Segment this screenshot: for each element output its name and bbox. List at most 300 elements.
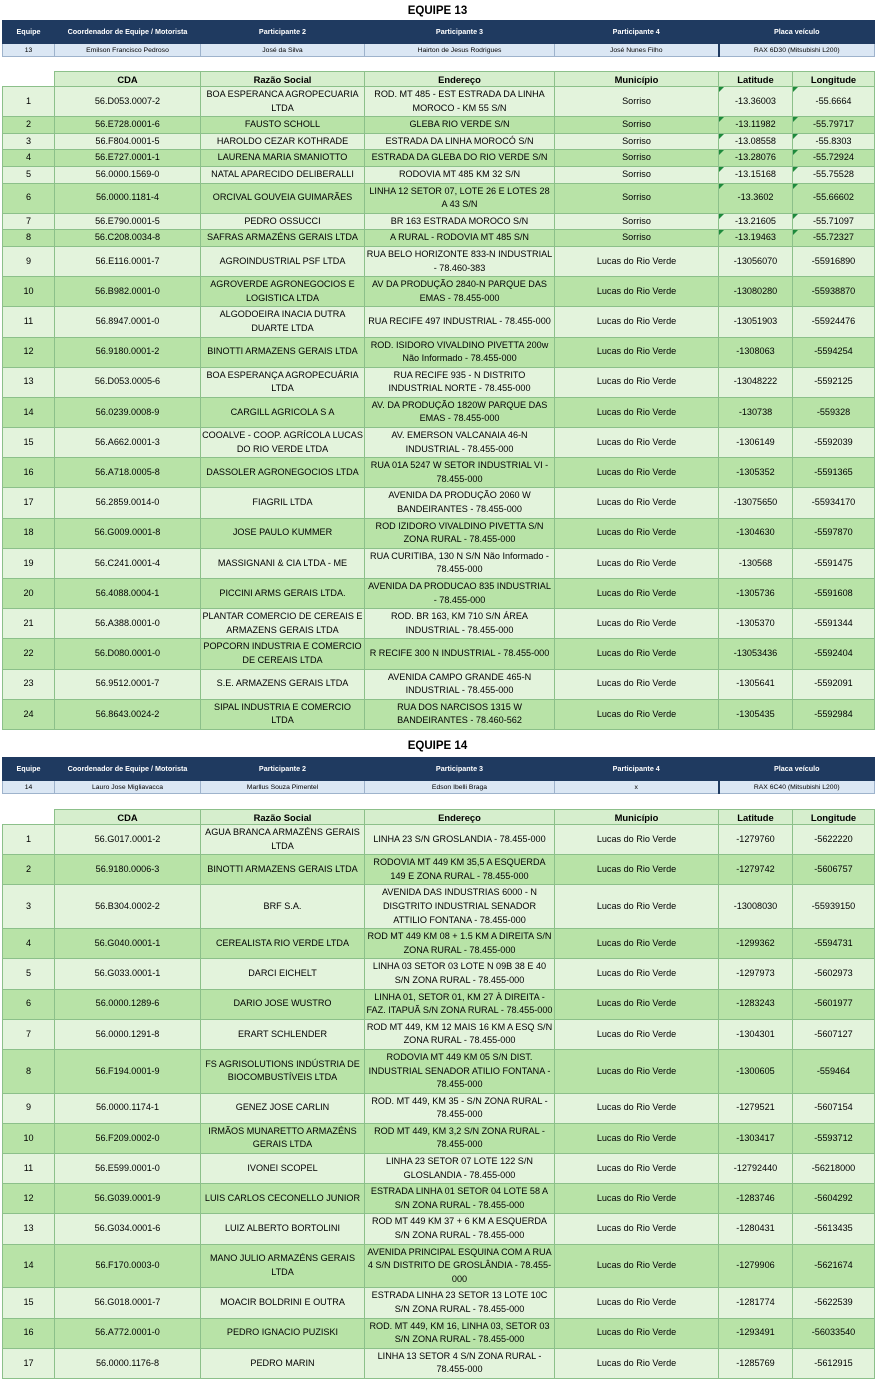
razao-social-cell: SIPAL INDUSTRIA E COMERCIO LTDA bbox=[201, 699, 365, 729]
latitude-cell: -1293491 bbox=[719, 1318, 793, 1348]
row-index: 14 bbox=[3, 1244, 55, 1288]
row-index: 10 bbox=[3, 277, 55, 307]
latitude-cell: -13075650 bbox=[719, 488, 793, 518]
municipio-cell: Lucas do Rio Verde bbox=[555, 1318, 719, 1348]
row-index: 12 bbox=[3, 337, 55, 367]
municipio-cell: Lucas do Rio Verde bbox=[555, 1184, 719, 1214]
cda-cell: 56.B982.0001-0 bbox=[55, 277, 201, 307]
endereco-cell: LINHA 23 SETOR 07 LOTE 122 S/N GLOSLANDIA - 78.455-000 bbox=[365, 1154, 555, 1184]
municipio-cell: Lucas do Rio Verde bbox=[555, 246, 719, 276]
table-row bbox=[3, 989, 875, 1019]
cda-cell: 56.B304.0002-2 bbox=[55, 885, 201, 929]
longitude-cell: -55924476 bbox=[793, 307, 875, 337]
endereco-cell: RODOVIA MT 485 KM 32 S/N bbox=[365, 166, 555, 183]
municipio-cell: Lucas do Rio Verde bbox=[555, 1154, 719, 1184]
header-participante-3: Participante 3 bbox=[365, 758, 555, 781]
municipio-cell: Lucas do Rio Verde bbox=[555, 1123, 719, 1153]
table-row bbox=[3, 1123, 875, 1153]
razao-social-cell: GENEZ JOSE CARLIN bbox=[201, 1093, 365, 1123]
team-14-info-table bbox=[2, 757, 875, 794]
row-index: 15 bbox=[3, 1288, 55, 1318]
table-row bbox=[3, 959, 875, 989]
endereco-cell: RUA CURITIBA, 130 N S/N Não Informado - 78.455-000 bbox=[365, 548, 555, 578]
endereco-cell: ROD. MT 449, KM 35 - S/N ZONA RURAL - 78.455-000 bbox=[365, 1093, 555, 1123]
row-index: 8 bbox=[3, 1049, 55, 1093]
razao-social-cell: PEDRO MARIN bbox=[201, 1348, 365, 1378]
cda-cell: 56.A772.0001-0 bbox=[55, 1318, 201, 1348]
team-participant-4: José Nunes Filho bbox=[555, 44, 719, 57]
longitude-cell: -5592091 bbox=[793, 669, 875, 699]
row-index: 12 bbox=[3, 1184, 55, 1214]
razao-social-cell: CEREALISTA RIO VERDE LTDA bbox=[201, 929, 365, 959]
razao-social-cell: PEDRO OSSUCCI bbox=[201, 213, 365, 230]
header-latitude: Latitude bbox=[719, 72, 793, 87]
municipio-cell: Sorriso bbox=[555, 230, 719, 247]
row-index: 17 bbox=[3, 488, 55, 518]
razao-social-cell: PLANTAR COMERCIO DE CEREAIS E ARMAZENS GERAIS LTDA bbox=[201, 609, 365, 639]
cda-cell: 56.E116.0001-7 bbox=[55, 246, 201, 276]
municipio-cell: Lucas do Rio Verde bbox=[555, 428, 719, 458]
razao-social-cell: NATAL APARECIDO DELIBERALLI bbox=[201, 166, 365, 183]
latitude-cell: -1279742 bbox=[719, 855, 793, 885]
row-index: 9 bbox=[3, 246, 55, 276]
table-row bbox=[3, 825, 875, 855]
row-index: 18 bbox=[3, 518, 55, 548]
header-participante-4: Participante 4 bbox=[555, 758, 719, 781]
team-14-title: EQUIPE 14 bbox=[407, 740, 468, 752]
endereco-cell: AV DA PRODUÇÃO 2840-N PARQUE DAS EMAS - 78.455-000 bbox=[365, 277, 555, 307]
longitude-cell: -5607154 bbox=[793, 1093, 875, 1123]
razao-social-cell: PEDRO IGNACIO PUZISKI bbox=[201, 1318, 365, 1348]
municipio-cell: Lucas do Rio Verde bbox=[555, 609, 719, 639]
longitude-cell: -5591608 bbox=[793, 579, 875, 609]
row-index: 7 bbox=[3, 1019, 55, 1049]
latitude-cell: -1283746 bbox=[719, 1184, 793, 1214]
cda-cell: 56.9180.0001-2 bbox=[55, 337, 201, 367]
cda-cell: 56.9512.0001-7 bbox=[55, 669, 201, 699]
longitude-cell: -559464 bbox=[793, 1049, 875, 1093]
cda-cell: 56.G034.0001-6 bbox=[55, 1214, 201, 1244]
table-row bbox=[3, 307, 875, 337]
longitude-cell: -5592039 bbox=[793, 428, 875, 458]
endereco-cell: R RECIFE 300 N INDUSTRIAL - 78.455-000 bbox=[365, 639, 555, 669]
endereco-cell: RUA 01A 5247 W SETOR INDUSTRIAL VI - 78.455-000 bbox=[365, 458, 555, 488]
endereco-cell: ROD. ISIDORO VIVALDINO PIVETTA 200w Não Informado - 78.455-000 bbox=[365, 337, 555, 367]
municipio-cell: Lucas do Rio Verde bbox=[555, 929, 719, 959]
row-index: 3 bbox=[3, 885, 55, 929]
municipio-cell: Lucas do Rio Verde bbox=[555, 885, 719, 929]
municipio-cell: Lucas do Rio Verde bbox=[555, 1244, 719, 1288]
row-index: 8 bbox=[3, 230, 55, 247]
razao-social-cell: MASSIGNANI & CIA LTDA - ME bbox=[201, 548, 365, 578]
razao-social-cell: SAFRAS ARMAZÉNS GERAIS LTDA bbox=[201, 230, 365, 247]
endereco-cell: AV. EMERSON VALCANAIA 46-N INDUSTRIAL - 78.455-000 bbox=[365, 428, 555, 458]
longitude-cell: -55938870 bbox=[793, 277, 875, 307]
endereco-cell: ESTRADA LINHA 23 SETOR 13 LOTE 10C S/N ZONA RURAL - 78.455-000 bbox=[365, 1288, 555, 1318]
endereco-cell: ROD MT 449 KM 37 + 6 KM A ESQUERDA S/N ZONA RURAL - 78.455-000 bbox=[365, 1214, 555, 1244]
header-placa: Placa veículo bbox=[719, 758, 875, 781]
cda-cell: 56.A718.0005-8 bbox=[55, 458, 201, 488]
razao-social-cell: MANO JULIO ARMAZÉNS GERAIS LTDA bbox=[201, 1244, 365, 1288]
table-row bbox=[3, 428, 875, 458]
table-row bbox=[3, 855, 875, 885]
latitude-cell: -13.15168 bbox=[719, 166, 793, 183]
latitude-cell: -1299362 bbox=[719, 929, 793, 959]
latitude-cell: -1305435 bbox=[719, 699, 793, 729]
table-row bbox=[3, 337, 875, 367]
longitude-cell: -5606757 bbox=[793, 855, 875, 885]
municipio-cell: Lucas do Rio Verde bbox=[555, 1093, 719, 1123]
longitude-cell: -5622220 bbox=[793, 825, 875, 855]
row-index: 6 bbox=[3, 989, 55, 1019]
row-index: 22 bbox=[3, 639, 55, 669]
municipio-cell: Lucas do Rio Verde bbox=[555, 1049, 719, 1093]
cda-cell: 56.F804.0001-5 bbox=[55, 133, 201, 150]
table-row bbox=[3, 458, 875, 488]
table-row bbox=[3, 1049, 875, 1093]
longitude-cell: -55934170 bbox=[793, 488, 875, 518]
longitude-cell: -5613435 bbox=[793, 1214, 875, 1244]
longitude-cell: -55.79717 bbox=[793, 117, 875, 134]
razao-social-cell: DARIO JOSE WUSTRO bbox=[201, 989, 365, 1019]
endereco-cell: ROD. MT 485 - EST ESTRADA DA LINHA MOROCO - KM 55 S/N bbox=[365, 87, 555, 117]
municipio-cell: Lucas do Rio Verde bbox=[555, 488, 719, 518]
endereco-cell: LINHA 13 SETOR 4 S/N ZONA RURAL - 78.455-000 bbox=[365, 1348, 555, 1378]
razao-social-cell: BINOTTI ARMAZENS GERAIS LTDA bbox=[201, 337, 365, 367]
latitude-cell: -13.36003 bbox=[719, 87, 793, 117]
team-13-info-table bbox=[2, 20, 875, 57]
razao-social-cell: LUIZ ALBERTO BORTOLINI bbox=[201, 1214, 365, 1244]
cda-cell: 56.F209.0002-0 bbox=[55, 1123, 201, 1153]
table-row bbox=[3, 117, 875, 134]
latitude-cell: -12792440 bbox=[719, 1154, 793, 1184]
longitude-cell: -55916890 bbox=[793, 246, 875, 276]
endereco-cell: AVENIDA DAS INDUSTRIAS 6000 - N DISGTRITO INDUSTRIAL SENADOR ATTILIO FONTANA - 78.455-000 bbox=[365, 885, 555, 929]
latitude-cell: -1281774 bbox=[719, 1288, 793, 1318]
header-index bbox=[3, 72, 55, 87]
endereco-cell: ROD IZIDORO VIVALDINO PIVETTA S/N ZONA RURAL - 78.455-000 bbox=[365, 518, 555, 548]
cda-cell: 56.0000.1289-6 bbox=[55, 989, 201, 1019]
cda-cell: 56.9180.0006-3 bbox=[55, 855, 201, 885]
header-coordenador: Coordenador de Equipe / Motorista bbox=[55, 21, 201, 44]
endereco-cell: RUA RECIFE 935 - N DISTRITO INDUSTRIAL NORTE - 78.455-000 bbox=[365, 367, 555, 397]
header-razao-social: Razão Social bbox=[201, 810, 365, 825]
team-participant-3: Edson Ibelli Braga bbox=[365, 781, 555, 794]
endereco-cell: BR 163 ESTRADA MOROCO S/N bbox=[365, 213, 555, 230]
municipio-cell: Sorriso bbox=[555, 183, 719, 213]
cda-cell: 56.4088.0004-1 bbox=[55, 579, 201, 609]
table-row bbox=[3, 929, 875, 959]
cda-cell: 56.C241.0001-4 bbox=[55, 548, 201, 578]
longitude-cell: -55.72327 bbox=[793, 230, 875, 247]
razao-social-cell: AGROINDUSTRIAL PSF LTDA bbox=[201, 246, 365, 276]
endereco-cell: ROD. BR 163, KM 710 S/N ÁREA INDUSTRIAL - 78.455-000 bbox=[365, 609, 555, 639]
cda-cell: 56.0239.0008-9 bbox=[55, 397, 201, 427]
table-row bbox=[3, 87, 875, 117]
endereco-cell: AVENIDA DA PRODUÇÃO 2060 W BANDEIRANTES - 78.455-000 bbox=[365, 488, 555, 518]
cda-cell: 56.G039.0001-9 bbox=[55, 1184, 201, 1214]
table-row bbox=[3, 230, 875, 247]
latitude-cell: -1279521 bbox=[719, 1093, 793, 1123]
razao-social-cell: MOACIR BOLDRINI E OUTRA bbox=[201, 1288, 365, 1318]
cda-cell: 56.E599.0001-0 bbox=[55, 1154, 201, 1184]
cda-cell: 56.0000.1291-8 bbox=[55, 1019, 201, 1049]
header-municipio: Município bbox=[555, 810, 719, 825]
latitude-cell: -1297973 bbox=[719, 959, 793, 989]
municipio-cell: Lucas do Rio Verde bbox=[555, 959, 719, 989]
municipio-cell: Sorriso bbox=[555, 133, 719, 150]
razao-social-cell: HAROLDO CEZAR KOTHRADE bbox=[201, 133, 365, 150]
longitude-cell: -55939150 bbox=[793, 885, 875, 929]
table-row bbox=[3, 367, 875, 397]
endereco-cell: A RURAL - RODOVIA MT 485 S/N bbox=[365, 230, 555, 247]
header-placa: Placa veículo bbox=[719, 21, 875, 44]
municipio-cell: Sorriso bbox=[555, 150, 719, 167]
team-number: 14 bbox=[3, 781, 55, 794]
row-index: 13 bbox=[3, 367, 55, 397]
latitude-cell: -130738 bbox=[719, 397, 793, 427]
municipio-cell: Lucas do Rio Verde bbox=[555, 397, 719, 427]
longitude-cell: -559328 bbox=[793, 397, 875, 427]
header-coordenador: Coordenador de Equipe / Motorista bbox=[55, 758, 201, 781]
team-vehicle-plate: RAX 6C40 (Mitsubishi L200) bbox=[719, 781, 875, 794]
razao-social-cell: FIAGRIL LTDA bbox=[201, 488, 365, 518]
table-row bbox=[3, 1288, 875, 1318]
header-participante-4: Participante 4 bbox=[555, 21, 719, 44]
endereco-cell: LINHA 23 S/N GROSLANDIA - 78.455-000 bbox=[365, 825, 555, 855]
cda-cell: 56.E790.0001-5 bbox=[55, 213, 201, 230]
cda-cell: 56.E728.0001-6 bbox=[55, 117, 201, 134]
municipio-cell: Sorriso bbox=[555, 166, 719, 183]
table-row bbox=[3, 885, 875, 929]
table-row bbox=[3, 213, 875, 230]
latitude-cell: -1305352 bbox=[719, 458, 793, 488]
header-razao-social: Razão Social bbox=[201, 72, 365, 87]
longitude-cell: -5612915 bbox=[793, 1348, 875, 1378]
header-endereco: Endereço bbox=[365, 72, 555, 87]
table-row bbox=[3, 548, 875, 578]
endereco-cell: LINHA 01, SETOR 01, KM 27 À DIREITA - FAZ. ITAPUÃ S/N ZONA RURAL - 78.455-000 bbox=[365, 989, 555, 1019]
row-index: 24 bbox=[3, 699, 55, 729]
table-row bbox=[3, 579, 875, 609]
razao-social-cell: CARGILL AGRICOLA S A bbox=[201, 397, 365, 427]
municipio-cell: Lucas do Rio Verde bbox=[555, 825, 719, 855]
endereco-cell: RODOVIA MT 449 KM 35,5 A ESQUERDA 149 E ZONA RURAL - 78.455-000 bbox=[365, 855, 555, 885]
latitude-cell: -13.3602 bbox=[719, 183, 793, 213]
endereco-cell: LINHA 03 SETOR 03 LOTE N 09B 38 E 40 S/N ZONA RURAL - 78.455-000 bbox=[365, 959, 555, 989]
row-index: 19 bbox=[3, 548, 55, 578]
row-index: 14 bbox=[3, 397, 55, 427]
longitude-cell: -55.75528 bbox=[793, 166, 875, 183]
cda-cell: 56.A388.0001-0 bbox=[55, 609, 201, 639]
municipio-cell: Lucas do Rio Verde bbox=[555, 1019, 719, 1049]
razao-social-cell: S.E. ARMAZENS GERAIS LTDA bbox=[201, 669, 365, 699]
longitude-cell: -5597870 bbox=[793, 518, 875, 548]
latitude-cell: -1279906 bbox=[719, 1244, 793, 1288]
team-participant-4: x bbox=[555, 781, 719, 794]
latitude-cell: -1283243 bbox=[719, 989, 793, 1019]
row-index: 16 bbox=[3, 1318, 55, 1348]
table-row bbox=[3, 166, 875, 183]
razao-social-cell: IVONEI SCOPEL bbox=[201, 1154, 365, 1184]
endereco-cell: ESTRADA LINHA 01 SETOR 04 LOTE 58 A S/N ZONA RURAL - 78.455-000 bbox=[365, 1184, 555, 1214]
header-longitude: Longitude bbox=[793, 72, 875, 87]
longitude-cell: -5591365 bbox=[793, 458, 875, 488]
razao-social-cell: COOALVE - COOP. AGRÍCOLA LUCAS DO RIO VERDE LTDA bbox=[201, 428, 365, 458]
municipio-cell: Lucas do Rio Verde bbox=[555, 518, 719, 548]
table-row bbox=[3, 1318, 875, 1348]
razao-social-cell: BOA ESPERANÇA AGROPECUÁRIA LTDA bbox=[201, 367, 365, 397]
table-row bbox=[3, 1093, 875, 1123]
latitude-cell: -13.08558 bbox=[719, 133, 793, 150]
row-index: 11 bbox=[3, 1154, 55, 1184]
latitude-cell: -1304630 bbox=[719, 518, 793, 548]
longitude-cell: -5591475 bbox=[793, 548, 875, 578]
municipio-cell: Lucas do Rio Verde bbox=[555, 855, 719, 885]
table-row bbox=[3, 277, 875, 307]
cda-cell: 56.2859.0014-0 bbox=[55, 488, 201, 518]
table-row bbox=[3, 1244, 875, 1288]
razao-social-cell: FS AGRISOLUTIONS INDÚSTRIA DE BIOCOMBUSTÍVEIS LTDA bbox=[201, 1049, 365, 1093]
municipio-cell: Lucas do Rio Verde bbox=[555, 307, 719, 337]
longitude-cell: -55.66602 bbox=[793, 183, 875, 213]
municipio-cell: Lucas do Rio Verde bbox=[555, 337, 719, 367]
team-participant-2: José da Silva bbox=[201, 44, 365, 57]
municipio-cell: Lucas do Rio Verde bbox=[555, 989, 719, 1019]
row-index: 15 bbox=[3, 428, 55, 458]
header-latitude: Latitude bbox=[719, 810, 793, 825]
longitude-cell: -5602973 bbox=[793, 959, 875, 989]
header-participante-2: Participante 2 bbox=[201, 758, 365, 781]
latitude-cell: -1308063 bbox=[719, 337, 793, 367]
latitude-cell: -1303417 bbox=[719, 1123, 793, 1153]
razao-social-cell: PICCINI ARMS GERAIS LTDA. bbox=[201, 579, 365, 609]
endereco-cell: ROD MT 449 KM 08 + 1.5 KM A DIREITA S/N ZONA RURAL - 78.455-000 bbox=[365, 929, 555, 959]
table-row bbox=[3, 246, 875, 276]
endereco-cell: LINHA 12 SETOR 07, LOTE 26 E LOTES 28 A 43 S/N bbox=[365, 183, 555, 213]
table-row bbox=[3, 609, 875, 639]
municipio-cell: Sorriso bbox=[555, 213, 719, 230]
team-participant-2: Marllus Souza Pimentel bbox=[201, 781, 365, 794]
endereco-cell: ESTRADA DA LINHA MOROCÓ S/N bbox=[365, 133, 555, 150]
header-longitude: Longitude bbox=[793, 810, 875, 825]
row-index: 5 bbox=[3, 959, 55, 989]
header-municipio: Município bbox=[555, 72, 719, 87]
cda-cell: 56.A662.0001-3 bbox=[55, 428, 201, 458]
row-index: 21 bbox=[3, 609, 55, 639]
team-13-title: EQUIPE 13 bbox=[407, 5, 468, 17]
table-row bbox=[3, 518, 875, 548]
razao-social-cell: FAUSTO SCHOLL bbox=[201, 117, 365, 134]
longitude-cell: -5604292 bbox=[793, 1184, 875, 1214]
row-index: 6 bbox=[3, 183, 55, 213]
latitude-cell: -130568 bbox=[719, 548, 793, 578]
team-coordinator: Lauro Jose Migliavacca bbox=[55, 781, 201, 794]
longitude-cell: -5591344 bbox=[793, 609, 875, 639]
endereco-cell: AV. DA PRODUÇÃO 1820W PARQUE DAS EMAS - 78.455-000 bbox=[365, 397, 555, 427]
latitude-cell: -1305370 bbox=[719, 609, 793, 639]
cda-cell: 56.D053.0007-2 bbox=[55, 87, 201, 117]
endereco-cell: RUA RECIFE 497 INDUSTRIAL - 78.455-000 bbox=[365, 307, 555, 337]
endereco-cell: AVENIDA PRINCIPAL ESQUINA COM A RUA 4 S/N DISTRITO DE GROSLÂNDIA - 78.455-000 bbox=[365, 1244, 555, 1288]
razao-social-cell: POPCORN INDUSTRIA E COMERCIO DE CEREAIS LTDA bbox=[201, 639, 365, 669]
razao-social-cell: BOA ESPERANCA AGROPECUARIA LTDA bbox=[201, 87, 365, 117]
latitude-cell: -1305736 bbox=[719, 579, 793, 609]
latitude-cell: -13.19463 bbox=[719, 230, 793, 247]
cda-cell: 56.G017.0001-2 bbox=[55, 825, 201, 855]
row-index: 1 bbox=[3, 825, 55, 855]
longitude-cell: -55.8303 bbox=[793, 133, 875, 150]
team-14-data-table bbox=[2, 809, 875, 1379]
cda-cell: 56.D053.0005-6 bbox=[55, 367, 201, 397]
cda-cell: 56.8643.0024-2 bbox=[55, 699, 201, 729]
municipio-cell: Lucas do Rio Verde bbox=[555, 277, 719, 307]
cda-cell: 56.G033.0001-1 bbox=[55, 959, 201, 989]
cda-cell: 56.G018.0001-7 bbox=[55, 1288, 201, 1318]
team-vehicle-plate: RAX 6D30 (Mitsubishi L200) bbox=[719, 44, 875, 57]
razao-social-cell: AGUA BRANCA ARMAZÉNS GERAIS LTDA bbox=[201, 825, 365, 855]
cda-cell: 56.E727.0001-1 bbox=[55, 150, 201, 167]
cda-cell: 56.D080.0001-0 bbox=[55, 639, 201, 669]
row-index: 9 bbox=[3, 1093, 55, 1123]
cda-cell: 56.F170.0003-0 bbox=[55, 1244, 201, 1288]
longitude-cell: -56033540 bbox=[793, 1318, 875, 1348]
razao-social-cell: IRMÃOS MUNARETTO ARMAZÉNS GERAIS LTDA bbox=[201, 1123, 365, 1153]
latitude-cell: -13008030 bbox=[719, 885, 793, 929]
razao-social-cell: JOSE PAULO KUMMER bbox=[201, 518, 365, 548]
row-index: 2 bbox=[3, 855, 55, 885]
latitude-cell: -13080280 bbox=[719, 277, 793, 307]
row-index: 4 bbox=[3, 150, 55, 167]
table-row bbox=[3, 1184, 875, 1214]
latitude-cell: -13056070 bbox=[719, 246, 793, 276]
latitude-cell: -13053436 bbox=[719, 639, 793, 669]
municipio-cell: Sorriso bbox=[555, 117, 719, 134]
longitude-cell: -5592984 bbox=[793, 699, 875, 729]
latitude-cell: -13.28076 bbox=[719, 150, 793, 167]
cda-cell: 56.0000.1176-8 bbox=[55, 1348, 201, 1378]
cda-cell: 56.G009.0001-8 bbox=[55, 518, 201, 548]
longitude-cell: -5621674 bbox=[793, 1244, 875, 1288]
razao-social-cell: ALGODOEIRA INACIA DUTRA DUARTE LTDA bbox=[201, 307, 365, 337]
razao-social-cell: LAURENA MARIA SMANIOTTO bbox=[201, 150, 365, 167]
endereco-cell: RUA BELO HORIZONTE 833-N INDUSTRIAL - 78.460-383 bbox=[365, 246, 555, 276]
team-coordinator: Emilson Francisco Pedroso bbox=[55, 44, 201, 57]
endereco-cell: ROD MT 449, KM 12 MAIS 16 KM A ESQ S/N ZONA RURAL - 78.455-000 bbox=[365, 1019, 555, 1049]
table-row bbox=[3, 397, 875, 427]
row-index: 16 bbox=[3, 458, 55, 488]
header-cda: CDA bbox=[55, 810, 201, 825]
municipio-cell: Lucas do Rio Verde bbox=[555, 669, 719, 699]
longitude-cell: -5592125 bbox=[793, 367, 875, 397]
endereco-cell: AVENIDA DA PRODUCAO 835 INDUSTRIAL - 78.455-000 bbox=[365, 579, 555, 609]
razao-social-cell: BINOTTI ARMAZENS GERAIS LTDA bbox=[201, 855, 365, 885]
latitude-cell: -1285769 bbox=[719, 1348, 793, 1378]
row-index: 13 bbox=[3, 1214, 55, 1244]
header-equipe: Equipe bbox=[3, 758, 55, 781]
longitude-cell: -55.72924 bbox=[793, 150, 875, 167]
razao-social-cell: DASSOLER AGRONEGOCIOS LTDA bbox=[201, 458, 365, 488]
razao-social-cell: BRF S.A. bbox=[201, 885, 365, 929]
table-row bbox=[3, 669, 875, 699]
table-row bbox=[3, 1348, 875, 1378]
longitude-cell: -5593712 bbox=[793, 1123, 875, 1153]
row-index: 23 bbox=[3, 669, 55, 699]
table-row bbox=[3, 133, 875, 150]
table-row bbox=[3, 150, 875, 167]
municipio-cell: Sorriso bbox=[555, 87, 719, 117]
row-index: 11 bbox=[3, 307, 55, 337]
